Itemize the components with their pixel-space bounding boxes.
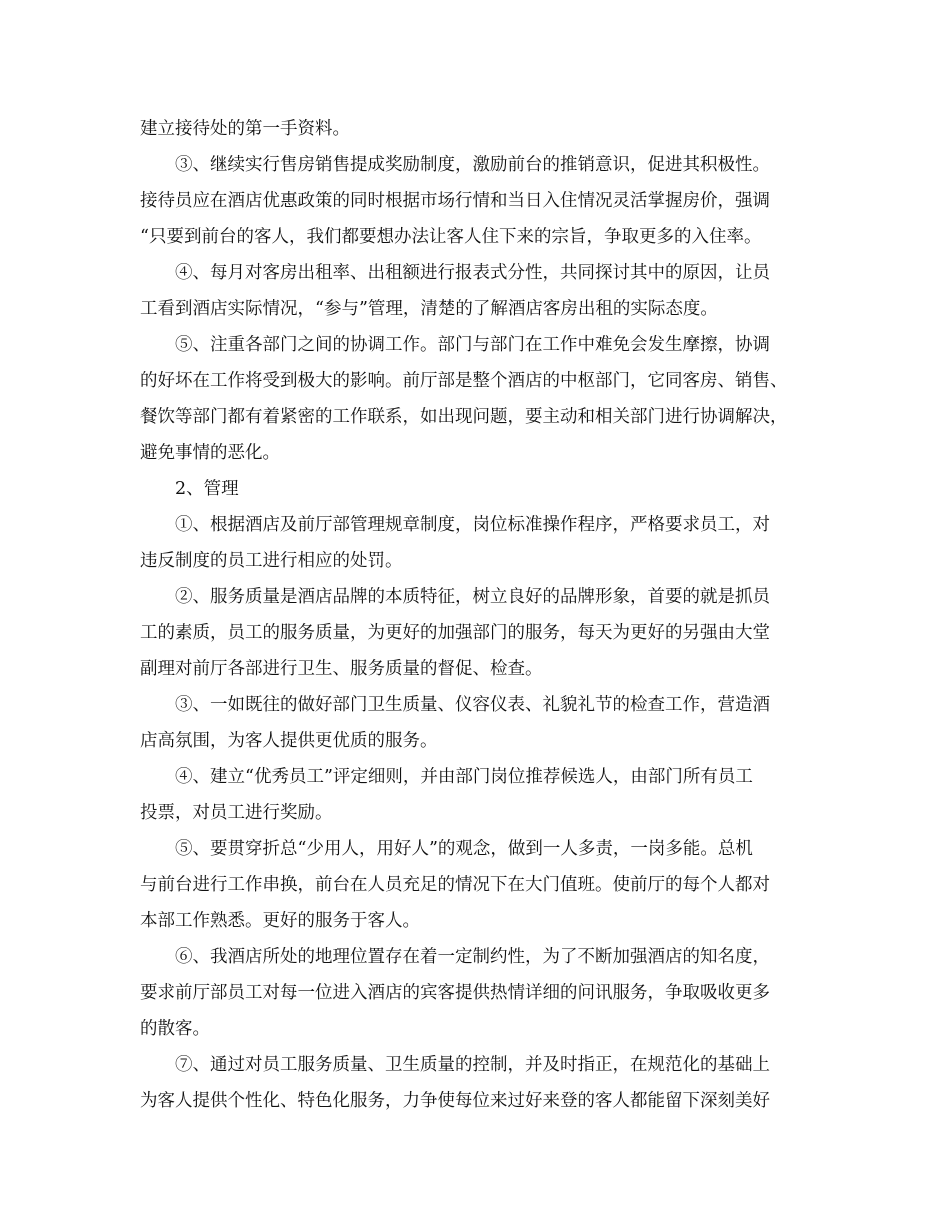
- text-line-8: 的好坏在工作将受到极大的影响。前厅部是整个酒店的中枢部门，它同客房、销售、: [140, 371, 788, 391]
- section-heading-management: 2、管理: [175, 479, 239, 499]
- text-line-23: 本部工作熟悉。更好的服务于客人。: [140, 911, 420, 931]
- text-line-13: 违反制度的员工进行相应的处罚。: [140, 551, 403, 571]
- text-line-19: ④、建立“优秀员工”评定细则，并由部门岗位推荐候选人，由部门所有员工: [175, 767, 753, 787]
- text-line-12: ①、根据酒店及前厅部管理规章制度，岗位标准操作程序，严格要求员工，对: [175, 515, 770, 535]
- text-line-9: 餐饮等部门都有着紧密的工作联系，如出现问题，要主动和相关部门进行协调解决，: [140, 407, 788, 427]
- text-line-2: ③、继续实行售房销售提成奖励制度，激励前台的推销意识，促进其积极性。: [175, 155, 770, 175]
- text-line-1: 建立接待处的第一手资料。: [140, 119, 350, 139]
- text-line-22: 与前台进行工作串换，前台在人员充足的情况下在大门值班。使前厅的每个人都对: [140, 875, 770, 895]
- text-line-25: 要求前厅部员工对每一位进入酒店的宾客提供热情详细的问讯服务，争取吸收更多: [140, 983, 770, 1003]
- text-line-27: ⑦、通过对员工服务质量、卫生质量的控制，并及时指正，在规范化的基础上: [175, 1055, 770, 1075]
- text-line-10: 避免事情的恶化。: [140, 443, 280, 463]
- text-line-24: ⑥、我酒店所处的地理位置存在着一定制约性，为了不断加强酒店的知名度，: [175, 947, 770, 967]
- text-line-21: ⑤、要贯穿折总“少用人，用好人”的观念，做到一人多责，一岗多能。总机: [175, 839, 753, 859]
- text-line-7: ⑤、注重各部门之间的协调工作。部门与部门在工作中难免会发生摩擦，协调: [175, 335, 770, 355]
- text-line-3: 接待员应在酒店优惠政策的同时根据市场行情和当日入住情况灵活掌握房价，强调: [140, 191, 770, 211]
- text-line-5: ④、每月对客房出租率、出租额进行报表式分性，共同探讨其中的原因，让员: [175, 263, 770, 283]
- text-line-6: 工看到酒店实际情况，“参与”管理，清楚的了解酒店客房出租的实际态度。: [140, 299, 718, 319]
- body-text: [140, 111, 830, 1119]
- text-line-26: 的散客。: [140, 1019, 210, 1039]
- text-line-4: “只要到前台的客人，我们都要想办法让客人住下来的宗旨，争取更多的入住率。: [140, 227, 762, 247]
- text-line-20: 投票，对员工进行奖励。: [140, 803, 333, 823]
- text-line-17: ③、一如既往的做好部门卫生质量、仪容仪表、礼貌礼节的检查工作，营造酒: [175, 695, 770, 715]
- text-line-16: 副理对前厅各部进行卫生、服务质量的督促、检查。: [140, 659, 543, 679]
- text-line-28: 为客人提供个性化、特色化服务，力争使每位来过好来登的客人都能留下深刻美好: [140, 1091, 770, 1111]
- text-line-15: 工的素质，员工的服务质量，为更好的加强部门的服务，每天为更好的另强由大堂: [140, 623, 770, 643]
- text-line-14: ②、服务质量是酒店品牌的本质特征，树立良好的品牌形象，首要的就是抓员: [175, 587, 770, 607]
- text-line-18: 店高氛围，为客人提供更优质的服务。: [140, 731, 438, 751]
